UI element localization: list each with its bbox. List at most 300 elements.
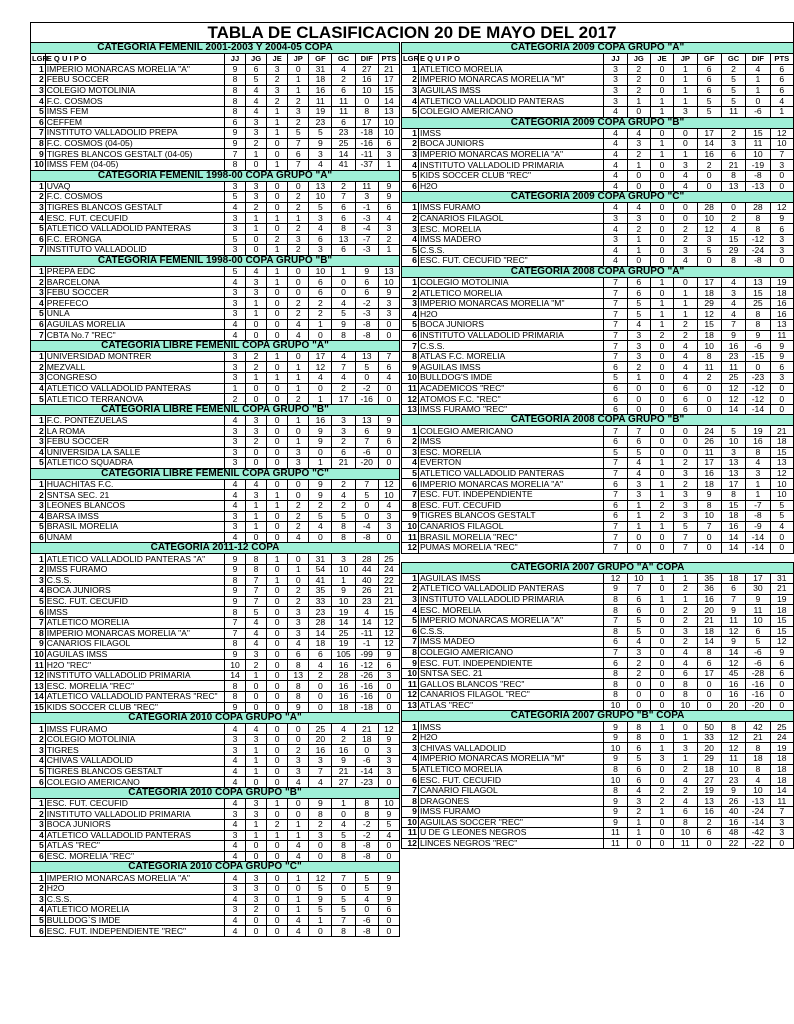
cell-pos: 1 bbox=[31, 64, 46, 75]
cell-je: 0 bbox=[650, 75, 673, 86]
cell-dif: -14 bbox=[746, 542, 770, 553]
cell-dif: 8 bbox=[746, 764, 770, 775]
table-row bbox=[31, 724, 400, 735]
cell-team: INSTITUTO VALLADOLID PRIMARIA bbox=[418, 330, 603, 341]
cell-jj: 8 bbox=[224, 575, 245, 586]
cell-team: UVAQ bbox=[45, 181, 224, 192]
cell-jj: 4 bbox=[224, 330, 245, 341]
cell-pts: 3 bbox=[770, 160, 793, 171]
cell-jj: 10 bbox=[604, 743, 627, 754]
cell-jg: 5 bbox=[246, 607, 267, 618]
cell-gc: 9 bbox=[332, 756, 355, 767]
cell-gf: 9 bbox=[309, 437, 332, 448]
cell-jj: 4 bbox=[224, 798, 245, 809]
cell-pos: 6 bbox=[31, 234, 46, 245]
cell-jg: 1 bbox=[627, 234, 650, 245]
cell-jp: 0 bbox=[674, 203, 697, 214]
cell-je: 1 bbox=[650, 298, 673, 309]
cell-jj: 11 bbox=[604, 828, 627, 839]
cell-pos: 4 bbox=[31, 905, 46, 916]
cell-gf: 6 bbox=[697, 828, 721, 839]
cell-jj: 10 bbox=[604, 700, 627, 711]
cell-jg: 0 bbox=[246, 447, 267, 458]
cell-gc: 6 bbox=[332, 245, 355, 256]
cell-gf: 6 bbox=[309, 649, 332, 660]
column-header-jj: JJ bbox=[224, 54, 245, 65]
cell-team: ESC. FUT. INDEPENDIENTE bbox=[418, 489, 603, 500]
cell-je: 0 bbox=[267, 383, 288, 394]
cell-gf: 14 bbox=[697, 637, 721, 648]
cell-pos: 4 bbox=[31, 298, 46, 309]
cell-gc: 7 bbox=[332, 192, 355, 203]
cell-jg: 8 bbox=[627, 722, 650, 733]
cell-je: 0 bbox=[267, 138, 288, 149]
cell-gc: 1 bbox=[332, 798, 355, 809]
cell-jp: 1 bbox=[674, 288, 697, 299]
cell-jp: 4 bbox=[674, 658, 697, 669]
cell-dif: -6 bbox=[746, 341, 770, 352]
cell-dif: 0 bbox=[746, 362, 770, 373]
cell-gf: 26 bbox=[697, 437, 721, 448]
cell-pts: 0 bbox=[378, 532, 399, 543]
cell-jj: 3 bbox=[224, 447, 245, 458]
cell-gc: 16 bbox=[332, 660, 355, 671]
table-row bbox=[402, 277, 794, 288]
cell-pos: 2 bbox=[31, 883, 46, 894]
cell-jj: 5 bbox=[604, 447, 627, 458]
cell-pos: 9 bbox=[402, 511, 419, 522]
table-row bbox=[402, 213, 794, 224]
cell-jp: 1 bbox=[288, 362, 309, 373]
cell-gc: 9 bbox=[721, 785, 745, 796]
cell-gc: 8 bbox=[332, 851, 355, 862]
cell-dif: 3 bbox=[746, 468, 770, 479]
cell-jg: 0 bbox=[246, 681, 267, 692]
cell-gf: 27 bbox=[697, 775, 721, 786]
cell-jj: 7 bbox=[604, 298, 627, 309]
cell-gc: 0 bbox=[332, 883, 355, 894]
cell-jg: 3 bbox=[246, 798, 267, 809]
cell-pos: 1 bbox=[31, 351, 46, 362]
cell-pos: 10 bbox=[402, 373, 419, 384]
cell-team: CONGRESO bbox=[45, 373, 224, 384]
cell-jg: 0 bbox=[246, 458, 267, 469]
cell-gf: 31 bbox=[309, 64, 332, 75]
cell-jp: 9 bbox=[288, 702, 309, 713]
cell-gc: 8 bbox=[721, 489, 745, 500]
cell-team: ESC. FUT. CECUFID bbox=[45, 596, 224, 607]
cell-gc: 21 bbox=[332, 766, 355, 777]
cell-gf: 18 bbox=[697, 330, 721, 341]
cell-gc: 23 bbox=[721, 775, 745, 786]
cell-jj: 10 bbox=[224, 660, 245, 671]
cell-je: 0 bbox=[267, 628, 288, 639]
cell-jp: 3 bbox=[288, 617, 309, 628]
cell-jg: 2 bbox=[627, 224, 650, 235]
cell-jp: 0 bbox=[288, 809, 309, 820]
cell-gf: 5 bbox=[309, 511, 332, 522]
cell-jp: 0 bbox=[288, 554, 309, 565]
cell-pts: 9 bbox=[770, 647, 793, 658]
cell-je: 0 bbox=[650, 181, 673, 192]
cell-je: 0 bbox=[267, 287, 288, 298]
cell-team: INSTITUTO VALLADOLID PRIMARIA bbox=[45, 809, 224, 820]
table-row bbox=[31, 479, 400, 490]
cell-je: 1 bbox=[267, 830, 288, 841]
cell-jg: 2 bbox=[246, 138, 267, 149]
cell-gc: 12 bbox=[721, 658, 745, 669]
cell-jg: 2 bbox=[246, 362, 267, 373]
cell-jj: 4 bbox=[604, 139, 627, 150]
cell-jj: 3 bbox=[604, 96, 627, 107]
cell-je: 0 bbox=[650, 605, 673, 616]
cell-dif: -11 bbox=[355, 628, 378, 639]
cell-je: 1 bbox=[650, 139, 673, 150]
cell-pos: 8 bbox=[402, 647, 419, 658]
cell-jg: 1 bbox=[246, 670, 267, 681]
cell-je: 1 bbox=[267, 245, 288, 256]
cell-gf: 13 bbox=[309, 181, 332, 192]
cell-dif: 1 bbox=[746, 85, 770, 96]
cell-pts: 9 bbox=[770, 351, 793, 362]
cell-gf: 36 bbox=[697, 584, 721, 595]
cell-pos: 4 bbox=[31, 756, 46, 767]
cell-pts: 0 bbox=[770, 404, 793, 415]
cell-pts: 6 bbox=[770, 85, 793, 96]
cell-jj: 4 bbox=[224, 490, 245, 501]
cell-gc: 12 bbox=[721, 383, 745, 394]
cell-pos: 1 bbox=[402, 426, 419, 437]
cell-je: 0 bbox=[267, 192, 288, 203]
cell-gf: 8 bbox=[309, 809, 332, 820]
cell-jg: 4 bbox=[627, 458, 650, 469]
cell-gf: 16 bbox=[697, 149, 721, 160]
cell-jj: 4 bbox=[604, 160, 627, 171]
category-title: CATEGORIA LIBRE FEMENIL COPA GRUPO "C" bbox=[31, 468, 400, 479]
category-title: CATEGORIA FEMENIL 1998-00 COPA GRUPO "B" bbox=[31, 255, 400, 266]
cell-jp: 1 bbox=[288, 894, 309, 905]
cell-jp: 1 bbox=[288, 415, 309, 426]
cell-gf: 6 bbox=[697, 75, 721, 86]
cell-jg: 0 bbox=[246, 330, 267, 341]
cell-pos: 1 bbox=[402, 722, 419, 733]
table-row bbox=[31, 830, 400, 841]
cell-gc: 6 bbox=[721, 584, 745, 595]
cell-team: CANARIOS FILAGOL bbox=[418, 213, 603, 224]
table-row bbox=[31, 192, 400, 203]
cell-jp: 1 bbox=[674, 298, 697, 309]
cell-pos: 6 bbox=[402, 626, 419, 637]
cell-team: PREFECO bbox=[45, 298, 224, 309]
cell-jg: 4 bbox=[627, 128, 650, 139]
cell-pts: 18 bbox=[770, 605, 793, 616]
table-row bbox=[402, 320, 794, 331]
cell-jj: 3 bbox=[224, 830, 245, 841]
cell-jj: 4 bbox=[604, 170, 627, 181]
cell-pts: 14 bbox=[770, 785, 793, 796]
cell-jg: 4 bbox=[627, 468, 650, 479]
cell-je: 0 bbox=[267, 905, 288, 916]
cell-je: 1 bbox=[267, 213, 288, 224]
cell-team: BARCELONA bbox=[45, 277, 224, 288]
cell-je: 0 bbox=[267, 319, 288, 330]
cell-dif: -2 bbox=[355, 820, 378, 831]
cell-team: AGUILAS MORELIA bbox=[45, 319, 224, 330]
cell-je: 0 bbox=[650, 615, 673, 626]
cell-je: 3 bbox=[267, 85, 288, 96]
cell-jj: 3 bbox=[604, 75, 627, 86]
cell-jg: 3 bbox=[627, 647, 650, 658]
cell-dif: 10 bbox=[355, 85, 378, 96]
category-header bbox=[31, 340, 400, 351]
cell-gc: 10 bbox=[332, 596, 355, 607]
cell-pos: 3 bbox=[31, 85, 46, 96]
cell-gf: 29 bbox=[697, 754, 721, 765]
cell-team: ESC. FUT. CECUFID bbox=[418, 500, 603, 511]
cell-jp: 2 bbox=[288, 223, 309, 234]
cell-jg: 1 bbox=[246, 149, 267, 160]
cell-je: 0 bbox=[267, 660, 288, 671]
cell-je: 0 bbox=[267, 734, 288, 745]
cell-dif: 11 bbox=[746, 139, 770, 150]
cell-pts: 13 bbox=[378, 106, 399, 117]
cell-pos: 12 bbox=[402, 690, 419, 701]
cell-gf: 17 bbox=[697, 277, 721, 288]
cell-pos: 10 bbox=[402, 668, 419, 679]
cell-pos: 2 bbox=[402, 732, 419, 743]
cell-jg: 6 bbox=[627, 605, 650, 616]
cell-jg: 1 bbox=[246, 309, 267, 320]
cell-jp: 2 bbox=[674, 458, 697, 469]
cell-gf: 2 bbox=[697, 373, 721, 384]
cell-team: COLEGIO AMERICANO bbox=[418, 106, 603, 117]
cell-jg: 3 bbox=[246, 192, 267, 203]
cell-pos: 4 bbox=[402, 234, 419, 245]
category-header bbox=[402, 415, 794, 426]
cell-jp: 4 bbox=[674, 647, 697, 658]
cell-jp: 4 bbox=[674, 170, 697, 181]
cell-jg: 0 bbox=[246, 234, 267, 245]
cell-pts: 0 bbox=[378, 458, 399, 469]
cell-jp: 3 bbox=[674, 500, 697, 511]
cell-pos: 3 bbox=[31, 820, 46, 831]
cell-jj: 3 bbox=[224, 181, 245, 192]
cell-jp: 2 bbox=[288, 309, 309, 320]
table-row bbox=[402, 383, 794, 394]
cell-jj: 4 bbox=[224, 756, 245, 767]
cell-je: 0 bbox=[267, 447, 288, 458]
cell-jp: 4 bbox=[288, 639, 309, 650]
cell-jj: 3 bbox=[604, 213, 627, 224]
cell-jj: 9 bbox=[604, 796, 627, 807]
cell-gf: 16 bbox=[697, 468, 721, 479]
cell-team: ATLETICO VALLADOLID PANTERAS bbox=[45, 223, 224, 234]
cell-team: INSTITUTO VALLADOLID PREPA bbox=[45, 128, 224, 139]
table-row bbox=[31, 745, 400, 756]
cell-jj: 4 bbox=[224, 724, 245, 735]
cell-dif: 8 bbox=[746, 224, 770, 235]
cell-pos: 2 bbox=[31, 192, 46, 203]
cell-team: CANARIOS FILAGOL bbox=[418, 521, 603, 532]
cell-pts: 12 bbox=[378, 479, 399, 490]
cell-gc: 29 bbox=[721, 245, 745, 256]
cell-pos: 7 bbox=[402, 785, 419, 796]
table-row bbox=[31, 798, 400, 809]
table-row bbox=[31, 96, 400, 107]
cell-pts: 9 bbox=[378, 883, 399, 894]
cell-gf: 0 bbox=[309, 926, 332, 937]
cell-team: TIGRES BLANCOS GESTALT (04-05) bbox=[45, 149, 224, 160]
table-row bbox=[31, 915, 400, 926]
cell-team: F.C. ERONGA bbox=[45, 234, 224, 245]
table-row bbox=[402, 521, 794, 532]
cell-pts: 0 bbox=[378, 841, 399, 852]
cell-team: IMPERIO MONARCAS MORELIA "M" bbox=[418, 754, 603, 765]
cell-gc: 5 bbox=[332, 511, 355, 522]
cell-pos: 6 bbox=[402, 181, 419, 192]
cell-je: 1 bbox=[267, 575, 288, 586]
cell-jj: 4 bbox=[224, 479, 245, 490]
cell-dif: -16 bbox=[355, 394, 378, 405]
cell-je: 0 bbox=[650, 256, 673, 267]
cell-pts: 9 bbox=[378, 809, 399, 820]
cell-pts: 12 bbox=[378, 628, 399, 639]
column-header-row bbox=[402, 54, 794, 65]
cell-dif: 8 bbox=[355, 809, 378, 820]
cell-je: 0 bbox=[267, 851, 288, 862]
cell-dif: -3 bbox=[355, 309, 378, 320]
cell-dif: -6 bbox=[355, 447, 378, 458]
cell-jp: 0 bbox=[288, 724, 309, 735]
table-row bbox=[31, 809, 400, 820]
cell-gc: 6 bbox=[332, 85, 355, 96]
cell-jg: 0 bbox=[246, 915, 267, 926]
cell-team: TIGRES BLANCOS GESTALT bbox=[418, 511, 603, 522]
cell-jj: 4 bbox=[224, 851, 245, 862]
cell-gf: 9 bbox=[309, 479, 332, 490]
cell-gc: 23 bbox=[721, 351, 745, 362]
cell-dif: -99 bbox=[355, 649, 378, 660]
cell-jg: 6 bbox=[246, 64, 267, 75]
cell-jp: 4 bbox=[288, 319, 309, 330]
cell-team: IMPERIO MONARCAS MORELIA "M" bbox=[418, 75, 603, 86]
cell-jj: 4 bbox=[224, 277, 245, 288]
cell-gf: 28 bbox=[697, 203, 721, 214]
cell-gf: 5 bbox=[309, 905, 332, 916]
cell-je: 0 bbox=[650, 203, 673, 214]
cell-gf: 20 bbox=[697, 605, 721, 616]
cell-jj: 7 bbox=[604, 542, 627, 553]
cell-pts: 13 bbox=[770, 320, 793, 331]
cell-gc: 18 bbox=[332, 702, 355, 713]
cell-pts: 0 bbox=[378, 394, 399, 405]
cell-pos: 7 bbox=[31, 245, 46, 256]
cell-je: 2 bbox=[267, 234, 288, 245]
cell-pts: 10 bbox=[378, 277, 399, 288]
cell-team: AGUILAS IMSS bbox=[418, 362, 603, 373]
cell-dif: -7 bbox=[746, 500, 770, 511]
cell-gc: 3 bbox=[721, 447, 745, 458]
cell-pos: 12 bbox=[402, 394, 419, 405]
cell-dif: -3 bbox=[355, 213, 378, 224]
cell-pos: 5 bbox=[402, 320, 419, 331]
cell-pts: 7 bbox=[770, 807, 793, 818]
cell-team: EVERTON bbox=[418, 458, 603, 469]
cell-pts: 7 bbox=[378, 351, 399, 362]
cell-pos: 1 bbox=[31, 266, 46, 277]
cell-jg: 3 bbox=[246, 873, 267, 884]
cell-team: BULLDOG`S IMDE bbox=[45, 915, 224, 926]
table-row bbox=[402, 732, 794, 743]
cell-gf: 10 bbox=[309, 192, 332, 203]
cell-jg: 1 bbox=[246, 766, 267, 777]
cell-team: CANARIO FILAGOL bbox=[418, 785, 603, 796]
cell-dif: -26 bbox=[355, 670, 378, 681]
cell-gc: 12 bbox=[721, 626, 745, 637]
cell-jp: 2 bbox=[674, 479, 697, 490]
table-row bbox=[402, 722, 794, 733]
cell-gc: 16 bbox=[332, 692, 355, 703]
table-row bbox=[31, 883, 400, 894]
cell-pts: 0 bbox=[770, 394, 793, 405]
cell-gc: 11 bbox=[721, 615, 745, 626]
cell-jj: 4 bbox=[224, 915, 245, 926]
cell-gc: 11 bbox=[721, 754, 745, 765]
cell-jp: 2 bbox=[288, 522, 309, 533]
cell-jg: 4 bbox=[246, 479, 267, 490]
cell-je: 0 bbox=[650, 764, 673, 775]
table-row bbox=[31, 287, 400, 298]
cell-jg: 0 bbox=[627, 690, 650, 701]
cell-dif: 25 bbox=[746, 298, 770, 309]
cell-jp: 6 bbox=[674, 383, 697, 394]
cell-team: IMPERIO MONARCAS MORELIA "A" bbox=[418, 149, 603, 160]
standings-page bbox=[30, 22, 794, 936]
cell-jp: 0 bbox=[288, 64, 309, 75]
category-header bbox=[402, 43, 794, 54]
cell-je: 0 bbox=[650, 245, 673, 256]
cell-gf: 5 bbox=[697, 245, 721, 256]
cell-jj: 3 bbox=[224, 437, 245, 448]
cell-gc: 4 bbox=[332, 298, 355, 309]
cell-jg: 0 bbox=[246, 383, 267, 394]
cell-je: 1 bbox=[267, 351, 288, 362]
cell-pos: 11 bbox=[402, 828, 419, 839]
cell-gf: 0 bbox=[697, 700, 721, 711]
cell-gf: 17 bbox=[309, 351, 332, 362]
cell-gf: 0 bbox=[697, 256, 721, 267]
cell-gc: 16 bbox=[332, 745, 355, 756]
table-row bbox=[31, 362, 400, 373]
cell-jj: 7 bbox=[224, 617, 245, 628]
cell-jj: 5 bbox=[224, 266, 245, 277]
cell-dif: -13 bbox=[746, 181, 770, 192]
table-row bbox=[31, 639, 400, 650]
table-row bbox=[402, 85, 794, 96]
cell-gc: 14 bbox=[332, 149, 355, 160]
cell-jj: 6 bbox=[604, 479, 627, 490]
cell-jg: 3 bbox=[627, 341, 650, 352]
cell-jp: 1 bbox=[288, 85, 309, 96]
cell-jp: 3 bbox=[288, 628, 309, 639]
table-row bbox=[402, 149, 794, 160]
cell-jg: 6 bbox=[627, 437, 650, 448]
cell-jg: 0 bbox=[627, 170, 650, 181]
cell-gc: 4 bbox=[721, 224, 745, 235]
cell-jj: 4 bbox=[224, 820, 245, 831]
cell-jj: 3 bbox=[224, 522, 245, 533]
column-header-row bbox=[31, 54, 400, 65]
